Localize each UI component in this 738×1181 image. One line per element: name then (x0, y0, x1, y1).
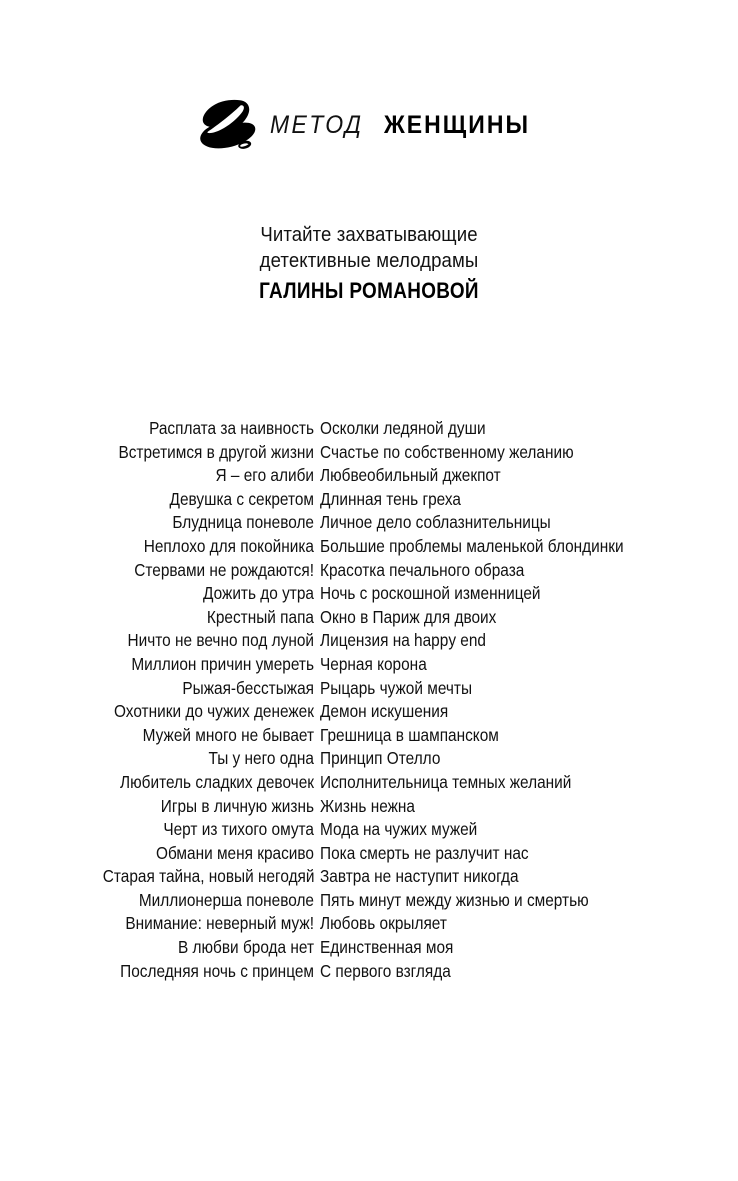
book-title-item: Крестный папа (206, 606, 314, 627)
imprint-word-metod: МЕТОД (269, 110, 364, 139)
promo-author-name: ГАЛИНЫ РОМАНОВОЙ (259, 278, 479, 303)
book-title-item: Дожить до утра (202, 583, 314, 604)
book-title-item: Миллионерша поневоле (138, 889, 314, 910)
book-title-item: Счастье по собственному желанию (319, 441, 574, 462)
promo-line-1: Читайте захватывающие (260, 224, 478, 246)
book-title-item: С первого взгляда (319, 960, 451, 981)
book-title-item: Старая тайна, новый негодяй (102, 866, 314, 887)
book-title-item: Демон искушения (319, 701, 448, 722)
book-title-item: Окно в Париж для двоих (319, 606, 496, 627)
book-title-item: Ночь с роскошной изменницей (319, 583, 541, 604)
book-title-list (0, 417, 738, 983)
book-title-item: Ты у него одна (207, 748, 314, 769)
book-title-item: Осколки ледяной души (319, 418, 486, 438)
book-title-item: Девушка с секретом (169, 488, 314, 509)
book-title-item: Миллион причин умереть (130, 653, 314, 674)
book-title-item: Грешница в шампанском (319, 724, 499, 745)
book-title-item: Большие проблемы маленькой блондинки (319, 535, 624, 556)
book-title-item: Жизнь нежна (319, 795, 415, 816)
promo-heading (0, 222, 738, 305)
title-column-left (74, 417, 320, 983)
book-title-item: Встретимся в другой жизни (117, 441, 314, 462)
book-title-item: Стервами не рождаются! (133, 559, 314, 580)
book-title-item: Черная корона (319, 653, 427, 674)
book-title-item: Мода на чужих мужей (319, 819, 477, 840)
book-title-item: В любви брода нет (177, 937, 314, 958)
book-title-item: Блудница поневоле (171, 512, 314, 533)
book-title-item: Охотники до чужих денежек (113, 701, 314, 722)
book-title-item: Рыжая-бесстыжая (181, 677, 314, 698)
book-title-item: Длинная тень греха (319, 488, 461, 509)
title-column-right (320, 417, 665, 983)
book-title-item: Любвеобильный джекпот (319, 465, 501, 486)
book-title-item: Любовь окрыляет (319, 913, 447, 934)
book-title-item: Личное дело соблазнительницы (319, 512, 551, 533)
promo-line-2: детективные мелодрамы (259, 250, 479, 272)
book-title-item: Исполнительница темных желаний (319, 771, 571, 792)
book-title-item: Любитель сладких девочек (119, 771, 314, 792)
imprint-word-zhenshchiny: ЖЕНЩИНЫ (384, 110, 531, 139)
book-title-item: Пока смерть не разлучит нас (319, 842, 529, 863)
book-title-item: Обмани меня красиво (155, 842, 314, 863)
book-title-item: Пять минут между жизнью и смертью (319, 889, 589, 910)
book-title-item: Внимание: неверный муж! (124, 913, 314, 934)
book-title-item: Завтра не наступит никогда (319, 866, 519, 887)
book-title-item: Единственная моя (319, 937, 453, 958)
book-title-item: Рыцарь чужой мечты (319, 677, 472, 698)
book-title-item: Мужей много не бывает (142, 724, 314, 745)
book-title-item: Расплата за наивность (148, 418, 314, 438)
book-title-item: Я – его алиби (214, 465, 314, 486)
imprint-logo (0, 92, 738, 158)
book-title-item: Красотка печального образа (319, 559, 524, 580)
book-title-item: Ничто не вечно под луной (127, 630, 314, 651)
book-title-item: Последняя ночь с принцем (119, 960, 314, 981)
book-title-item: Черт из тихого омута (162, 819, 314, 840)
imprint-wordmark (270, 111, 543, 140)
book-title-item: Игры в личную жизнь (160, 795, 314, 816)
hat-and-lips-icon (195, 97, 261, 153)
book-title-item: Неплохо для покойника (143, 535, 314, 556)
book-title-item: Принцип Отелло (319, 748, 440, 769)
book-title-item: Лицензия на happy end (319, 630, 486, 651)
